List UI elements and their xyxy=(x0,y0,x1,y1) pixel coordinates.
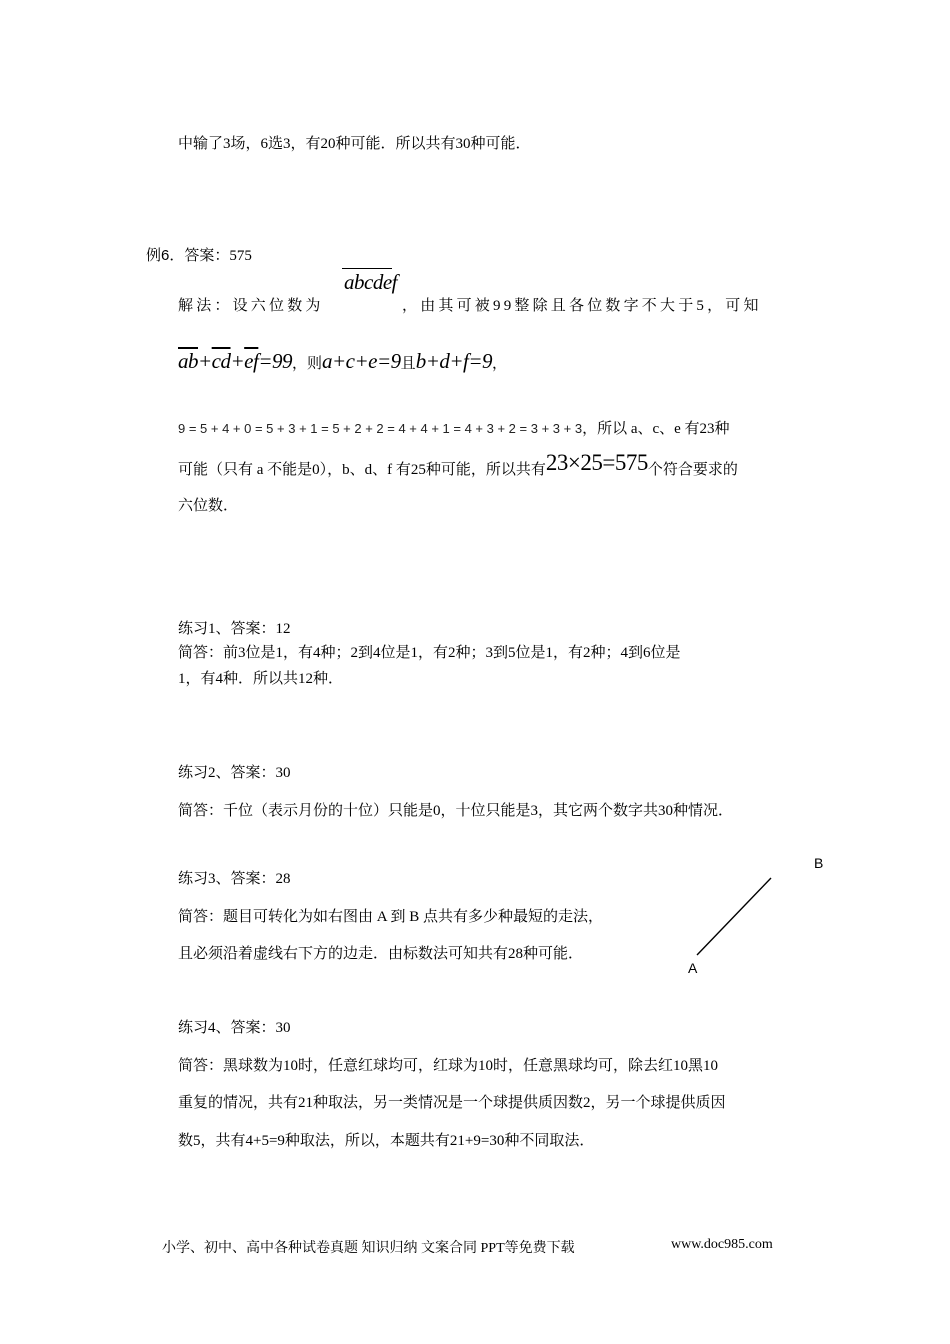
practice-1-line1: 简答：前3位是1，有4种；2到4位是1，有2种；3到5位是1，有2种；4到6位是 xyxy=(178,645,681,661)
eq-cd: $\overline{cd}$ xyxy=(211,349,231,373)
practice-1-answer: 练习1、答案：12 xyxy=(178,621,291,637)
line3-suffix: ，所以 a、c、e 有23种 xyxy=(582,421,730,437)
eq-tail: =99 xyxy=(258,349,292,373)
line4-suffix: 个符合要求的 xyxy=(647,462,738,478)
example-6-equation-line: $\overline{ab}+\overline{cd}+\overline{ef}=99$，则a+c+e=9且b+d+f=9， xyxy=(178,349,508,373)
overline-bar xyxy=(342,268,392,269)
and-word: 且 xyxy=(400,356,416,372)
solution-suffix-wrap xyxy=(402,294,762,315)
comma: ， xyxy=(492,356,508,372)
example-6-line3 xyxy=(178,417,730,438)
continuation-text: 中输了3场，6选3，有20种可能．所以共有30种可能． xyxy=(178,136,531,152)
practice-4-answer: 练习4、答案：30 xyxy=(178,1020,291,1036)
practice-4-line3: 数5，共有4+5=9种取法，所以，本题共有21+9=30种不同取法． xyxy=(178,1133,595,1149)
example-6-line4 xyxy=(178,450,738,480)
product-expression: 23×25=575 xyxy=(545,450,648,475)
eq-ab: $\overline{ab}$ xyxy=(178,349,198,373)
practice-1-line2: 1，有4种．所以共12种． xyxy=(178,671,344,687)
practice-2-answer: 练习2、答案：30 xyxy=(178,765,291,781)
practice-4-line2: 重复的情况，共有21种取法，另一类情况是一个球提供质因数2，另一个球提供质因 xyxy=(178,1095,726,1111)
example-6-block xyxy=(146,244,252,265)
practice-2-line1: 简答：千位（表示月份的十位）只能是0，十位只能是3，其它两个数字共30种情况． xyxy=(178,803,734,819)
example-6-line5: 六位数． xyxy=(178,498,239,514)
line4-prefix: 可能（只有 a 不能是0），b、d、f 有25种可能，所以共有 xyxy=(178,462,546,478)
diagonal-line xyxy=(697,878,771,955)
eq-bdf: b+d+f=9 xyxy=(415,349,493,373)
practice-3-line1: 简答：题目可转化为如右图由 A 到 B 点共有多少种最短的走法， xyxy=(178,909,604,925)
solution-suffix: ，由其可被99整除且各位数字不大于5，可知 xyxy=(402,298,762,314)
example-6-answer: 答案：575 xyxy=(184,248,252,264)
then-word: ，则 xyxy=(292,356,323,372)
point-b-label: B xyxy=(814,855,824,871)
practice-4-line1: 简答：黑球数为10时，任意红球均可，红球为10时，任意黑球均可，除去红10黑10 xyxy=(178,1058,719,1074)
footer-url-link[interactable]: www.doc985.com xyxy=(671,1237,773,1252)
example-6-solution-line1 xyxy=(178,294,324,315)
footer-text: 小学、初中、高中各种试卷真题 知识归纳 文案合同 PPT等免费下载 xyxy=(162,1241,575,1256)
practice-3-answer: 练习3、答案：28 xyxy=(178,871,291,887)
six-digit-number: abcdef xyxy=(344,270,397,294)
practice-3-line2: 且必须沿着虚线右下方的边走．由标数法可知共有28种可能． xyxy=(178,946,584,962)
eq-ace: a+c+e=9 xyxy=(322,349,401,373)
eq-ef: $\overline{ef}$ xyxy=(244,349,259,373)
solution-prefix: 解法：设六位数为 xyxy=(178,298,324,314)
example-6-heading: 例6． xyxy=(146,247,185,264)
point-a-label: A xyxy=(688,960,698,976)
decomposition: 9 = 5 + 4 + 0 = 5 + 3 + 1 = 5 + 2 + 2 = 4 + 4 + 1 = 4 + 3 + 2 = 3 + 3 + 3 xyxy=(178,421,583,436)
